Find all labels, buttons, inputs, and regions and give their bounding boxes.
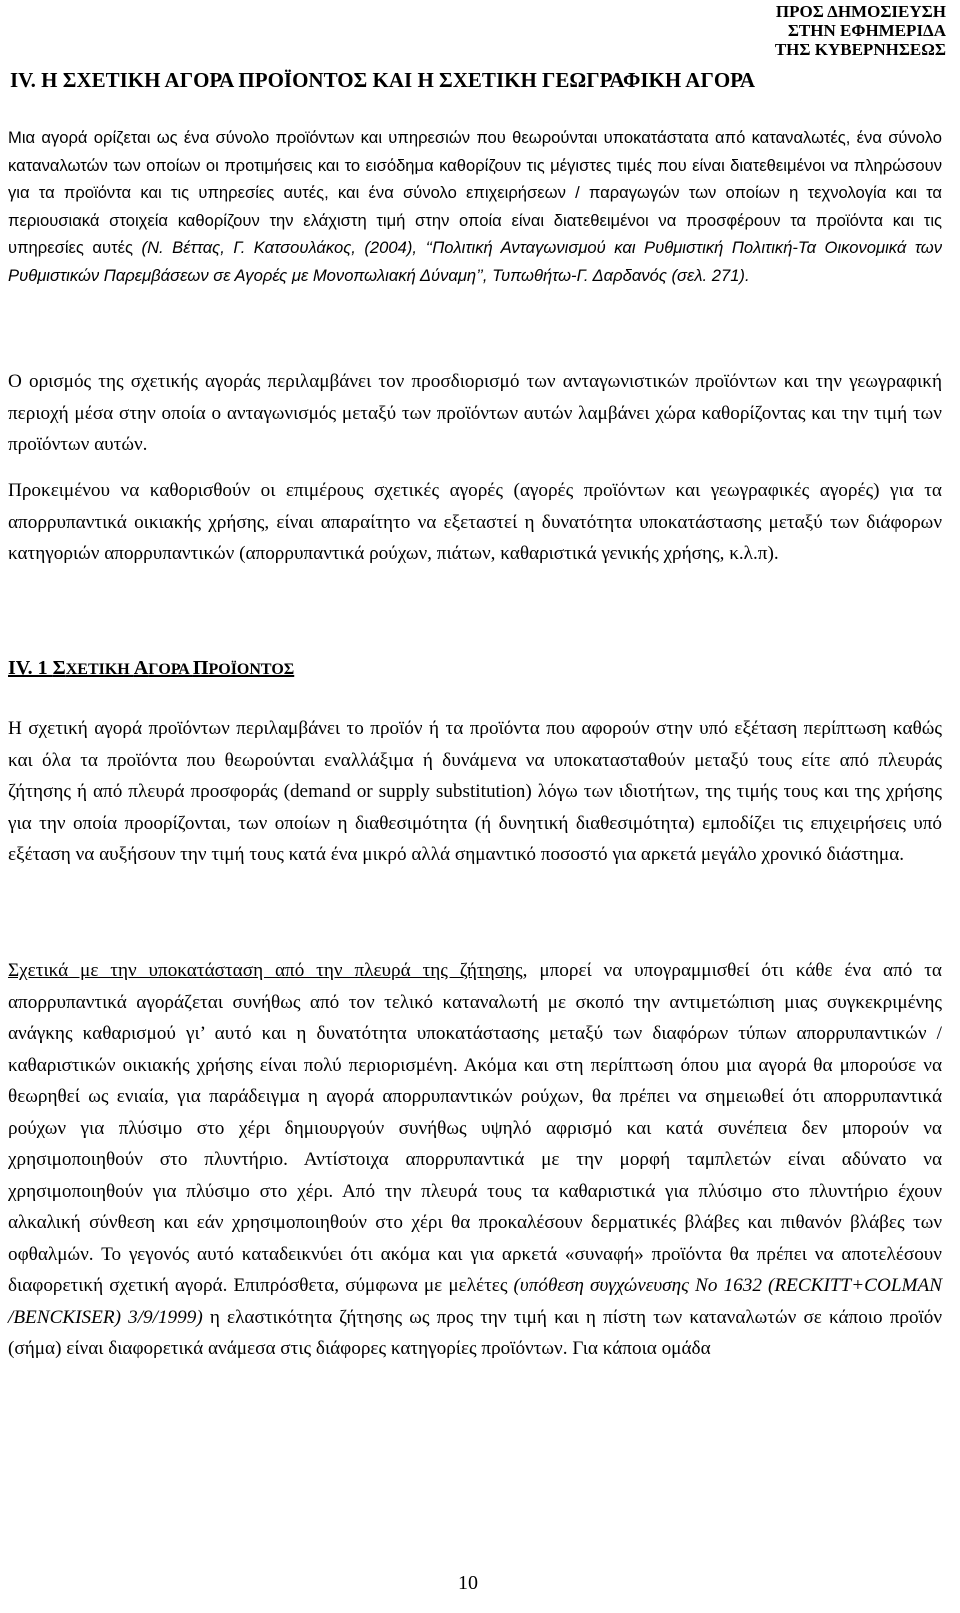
subsection-word-1-initial: Σ bbox=[52, 657, 66, 679]
subsection-word-2-initial: Α bbox=[133, 657, 149, 679]
subsection-word-1-rest: ΧΕΤΙΚΗ bbox=[65, 661, 134, 678]
page-number: 10 bbox=[458, 1572, 478, 1594]
paragraph-demand-substitution bbox=[8, 955, 942, 1365]
paragraph-text-part-2: η ελαστικότητα ζήτησης ως προς την τιμή και η πίστη των καταναλωτών σε κάποιο προϊόν (σήμα) είναι διαφορετικά ανάμεσα στις διάφορες κατηγορίες προϊόντων. Για κάποια ομάδα bbox=[8, 1306, 943, 1359]
citation: (Ν. Βέττας, Γ. Κατσουλάκος, (2004), ‘‘Πολιτική Ανταγωνισμού και Ρυθμιστική Πολιτική-Τα Οικονομικά των Ρυθμιστικών Παρεμβάσεων σε Αγορές με Μονοπωλιακή Δύναμη’’, Τυπωθήτω-Γ. Δαρδανός (σελ. 271). bbox=[8, 238, 943, 285]
underlined-lead: Σχετικά με την υποκατάσταση από την πλευρά της ζήτησης bbox=[8, 960, 523, 981]
stamp-line-1: ΠΡΟΣ ΔΗΜΟΣΙΕΥΣΗ bbox=[775, 2, 946, 21]
paragraph-relevant-market-scope: Ο ορισμός της σχετικής αγοράς περιλαμβάνει τον προσδιορισμό των ανταγωνιστικών προϊόντων και την γεωγραφική περιοχή μέσα στην οποία ο ανταγωνισμός μεταξύ των προϊόντων αυτών λαμβάνει χώρα καθορίζοντας και την τιμή των προϊόντων αυτών. bbox=[8, 371, 942, 455]
paragraph-text-part-1: , μπορεί να υπογραμμισθεί ότι κάθε ένα από τα απορρυπαντικά αγοράζεται συνήθως από τον τελικό καταναλωτή με σκοπό την αντιμετώπιση μιας συγκεκριμένης ανάγκης καθαρισμού γι’ αυτό και η δυνατότητα υποκατάστασης μεταξύ των διαφόρων τύπων απορρυπαντικών / καθαριστικών οικιακής χρήσης είναι πολύ περιορισμένη. Ακόμα και στη περίπτωση όπου μια αγορά θα μπορούσε να θεωρηθεί ως ενιαία, για παράδειγμα η αγορά απορρυπαντικών ρούχων, θα πρέπει να σημειωθεί ότι απορρυπαντικά ρούχων για πλύσιμο στο χέρι δημιουργούν συνήθως υψηλό αφρισμό και κατά συνέπεια δεν μπορούν να χρησιμοποιηθούν στο πλυντήριο. Αντίστοιχα απορρυπαντικά με την μορφή ταμπλετών είναι αδύνατο να χρησιμοποιηθούν για πλύσιμο στο χέρι. Από την πλευρά τους τα καθαριστικά για πλύσιμο στο πλυντήριο έχουν αλκαλική σύνθεση και εάν χρησιμοποιηθούν στο χέρι θα προκαλέσουν δερματικές βλάβες και πιθανόν βλάβες των οφθαλμών. Το γεγονός αυτό καταδεικνύει ότι ακόμα και για αρκετά «συναφή» προϊόντα θα πρέπει να αποτελέσουν διαφορετική σχετική αγορά. Επιπρόσθετα, σύμφωνα με μελέτες bbox=[8, 960, 942, 1296]
merger-case-citation: (υπόθεση συγχώνευσης Νο 1632 (RECKITT+COLMAN /BENCKISER) 3/9/1999) bbox=[8, 1275, 942, 1328]
section-heading: IV. Η ΣΧΕΤΙΚΗ ΑΓΟΡΑ ΠΡΟΪΟΝΤΟΣ ΚΑΙ Η ΣΧΕΤΙΚΗ ΓΕΩΓΡΑΦΙΚΗ ΑΓΟΡΑ bbox=[10, 68, 756, 92]
subsection-word-3-initial: Π bbox=[192, 657, 209, 679]
subsection-heading bbox=[8, 657, 938, 680]
publication-stamp bbox=[716, 2, 946, 59]
stamp-line-3: ΤΗΣ ΚΥΒΕΡΝΗΣΕΩΣ bbox=[774, 40, 946, 59]
paragraph-market-definition bbox=[8, 124, 942, 290]
subsection-word-3-rest: ΡΟΪΟΝΤΟΣ bbox=[208, 661, 295, 678]
paragraph-product-market: Η σχετική αγορά προϊόντων περιλαμβάνει το προϊόν ή τα προϊόντα που αφορούν στην υπό εξέταση περίπτωση καθώς και όλα τα προϊόντα που θεωρούνται εναλλάξιμα ή δυνάμενα να υποκατασταθούν μεταξύ τους είτε από πλευράς ζήτησης ή από πλευρά προσφοράς (demand or supply substitution) λόγω των ιδιοτήτων, της τιμής τους και της χρήσης για την οποία προορίζονται, των οποίων η διαθεσιμότητα (ή δυνητική διαθεσιμότητα) εμποδίζει τις επιχειρήσεις υπό εξέταση να αυξήσουν την τιμή τους κατά ένα μικρό αλλά σημαντικό ποσοστό για αρκετά μεγάλο χρονικό διάστημα. bbox=[8, 718, 942, 865]
paragraph-text: Μια αγορά ορίζεται ως ένα σύνολο προϊόντων και υπηρεσιών που θεωρούνται υποκατάστατα από καταναλωτές, ένα σύνολο καταναλωτών των οποίων οι προτιμήσεις και το εισόδημα καθορίζουν τις μέγιστες τιμές που είναι διατεθειμένοι να πληρώσουν για τα προϊόντα και τις υπηρεσίες αυτές, και ένα σύνολο επιχειρήσεων / παραγωγών των οποίων η τεχνολογία και τα περιουσιακά στοιχεία καθορίζουν την ελάχιστη τιμή στην οποία είναι διατεθειμένοι να προσφέρουν τα προϊόντα και τις υπηρεσίες αυτές bbox=[8, 128, 942, 258]
stamp-line-2: ΣΤΗΝ ΕΦΗΜΕΡΙΔΑ bbox=[787, 21, 946, 40]
subsection-number: IV. 1 bbox=[8, 657, 53, 679]
paragraph-detergent-categories: Προκειμένου να καθορισθούν οι επιμέρους σχετικές αγορές (αγορές προϊόντων και γεωγραφικές αγορές) για τα απορρυπαντικά οικιακής χρήσης, είναι απαραίτητο να εξεταστεί η δυνατότητα υποκατάστασης μεταξύ των διάφορων κατηγοριών απορρυπαντικών (απορρυπαντικά ρούχων, πιάτων, καθαριστικά γενικής χρήσης, κ.λ.π). bbox=[8, 480, 942, 564]
subsection-word-2-rest: ΓΟΡΑ bbox=[148, 661, 193, 678]
